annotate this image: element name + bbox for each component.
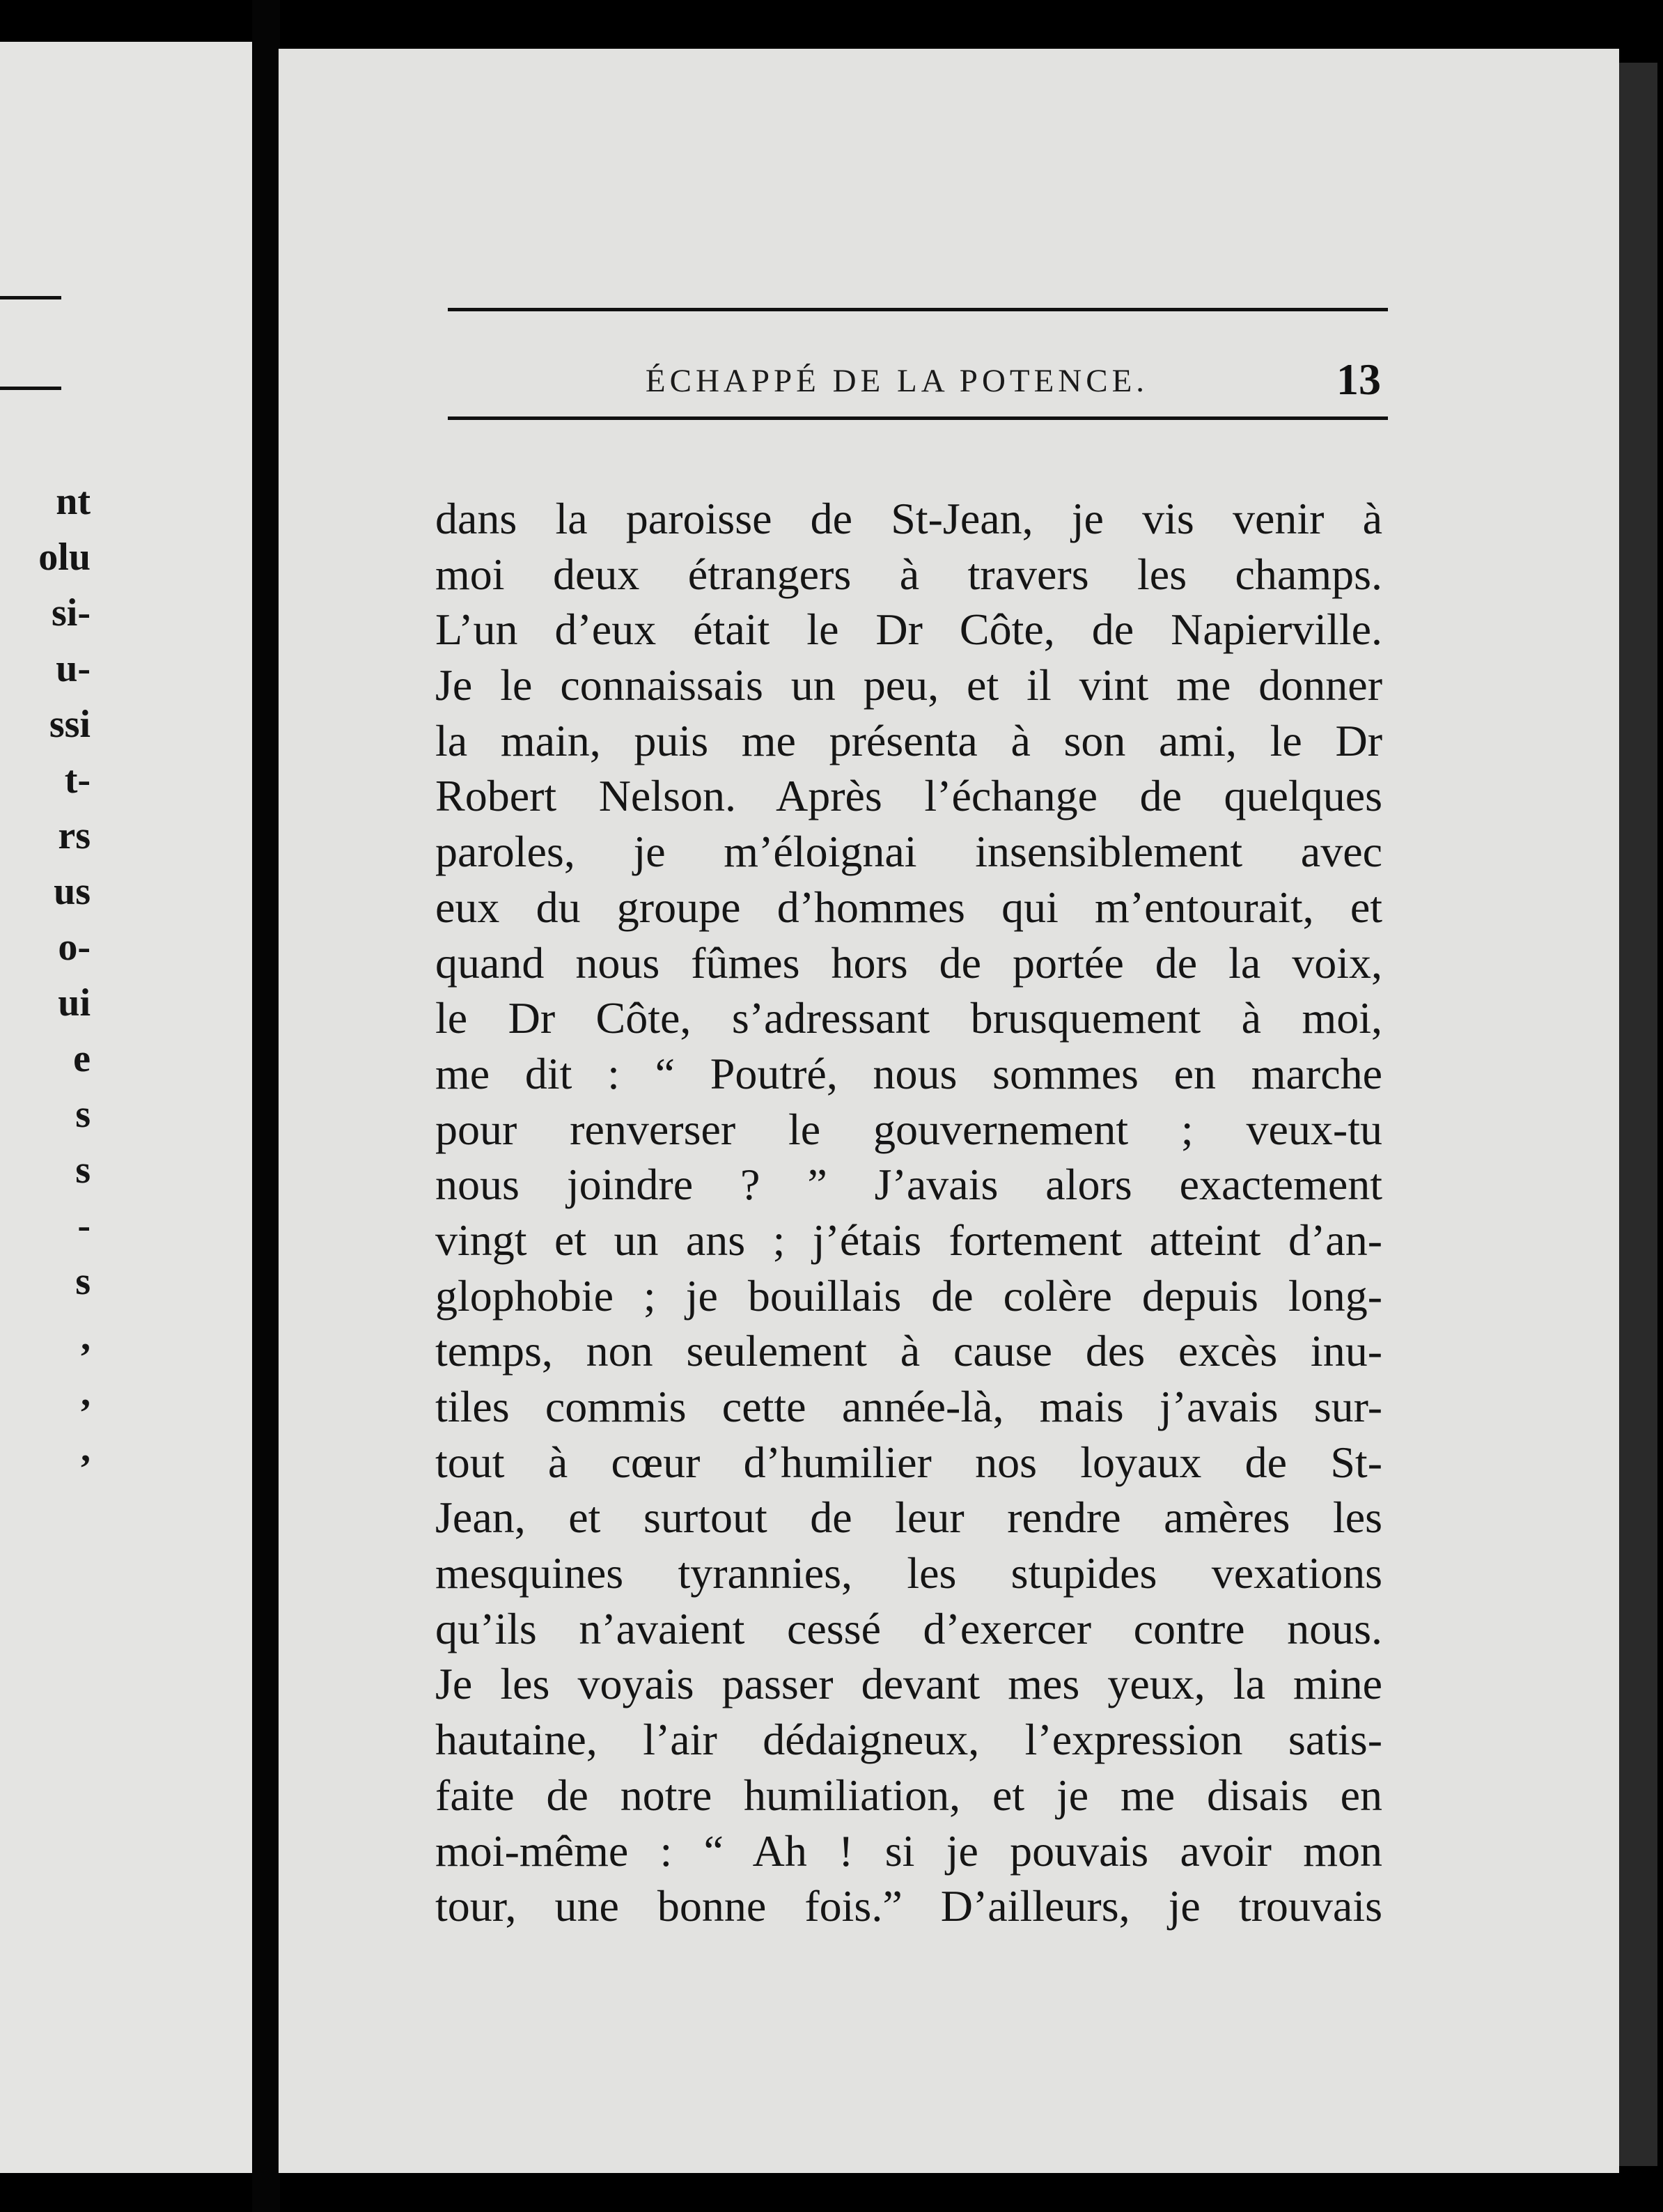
header-rule-top (448, 308, 1388, 311)
page-number: 13 (1336, 355, 1381, 404)
text-line: Jean, et surtout de leur rendre amères les (435, 1493, 1382, 1543)
text-line: L’un d’eux était le Dr Côte, de Napierville. (435, 605, 1382, 655)
fragment-line: t- (64, 758, 91, 802)
book-gutter (252, 0, 280, 2212)
text-line: vingt et un ans ; j’étais fortement atteint d’an- (435, 1215, 1382, 1265)
previous-page-header-rule-bottom (0, 387, 61, 390)
fragment-line: - (77, 1204, 91, 1247)
fragment-line: rs (58, 814, 91, 857)
text-line: pour renverser le gouvernement ; veux-tu (435, 1104, 1382, 1154)
text-line: dans la paroisse de St-Jean, je vis venir à (435, 494, 1382, 543)
text-line: quand nous fûmes hors de portée de la voix, (435, 937, 1382, 988)
text-line: la main, puis me présenta à son ami, le Dr (435, 715, 1382, 765)
header-rule-bottom (448, 416, 1388, 420)
text-line: nous joindre ? ” J’avais alors exactement (435, 1160, 1382, 1210)
fragment-line: us (54, 870, 91, 913)
fragment-line: si- (52, 591, 91, 634)
text-line: glophobie ; je bouillais de colère depuis long- (435, 1270, 1382, 1321)
fragment-line: , (81, 1371, 91, 1415)
fragment-line: , (81, 1427, 91, 1470)
page-block-edge (1619, 63, 1657, 2166)
text-line: moi deux étrangers à travers les champs. (435, 549, 1382, 599)
fragment-line: s (75, 1148, 91, 1192)
fragment-line: olu (38, 536, 91, 579)
text-line: moi-même : “ Ah ! si je pouvais avoir mon (435, 1825, 1382, 1876)
previous-page-edge (0, 42, 252, 2173)
fragment-line: u- (56, 647, 91, 690)
body-text (435, 491, 1382, 1934)
current-page (279, 49, 1619, 2173)
text-line: le Dr Côte, s’adressant brusquement à moi, (435, 993, 1382, 1043)
text-line: tour, une bonne fois.” D’ailleurs, je trouvais (435, 1881, 1382, 1931)
text-line: tout à cœur d’humilier nos loyaux de St- (435, 1437, 1382, 1487)
running-title: ÉCHAPPÉ DE LA POTENCE. (645, 363, 1149, 399)
previous-page-header-rule-top (0, 296, 61, 299)
text-line: qu’ils n’avaient cessé d’exercer contre nous. (435, 1603, 1382, 1653)
text-line: me dit : “ Poutré, nous sommes en marche (435, 1048, 1382, 1098)
text-line: faite de notre humiliation, et je me disais en (435, 1770, 1382, 1820)
text-line: hautaine, l’air dédaigneux, l’expression satis- (435, 1715, 1382, 1765)
fragment-line: o- (58, 926, 91, 969)
fragment-line: s (75, 1260, 91, 1303)
text-line: paroles, je m’éloignai insensiblement avec (435, 827, 1382, 877)
fragment-line: nt (56, 480, 91, 523)
fragment-line: e (73, 1037, 91, 1080)
text-line: Robert Nelson. Après l’échange de quelques (435, 771, 1382, 821)
text-line: tiles commis cette année-là, mais j’avais sur- (435, 1382, 1382, 1431)
text-line: temps, non seulement à cause des excès inu- (435, 1326, 1382, 1376)
fragment-line: ui (58, 981, 91, 1025)
fragment-line: s (75, 1093, 91, 1136)
running-header (448, 341, 1388, 425)
text-line: mesquines tyrannies, les stupides vexations (435, 1548, 1382, 1598)
fragment-line: ssi (49, 703, 91, 746)
fragment-line: , (81, 1316, 91, 1359)
text-line: eux du groupe d’hommes qui m’entourait, et (435, 882, 1382, 932)
text-line: Je les voyais passer devant mes yeux, la mine (435, 1659, 1382, 1709)
text-line: Je le connaissais un peu, et il vint me donner (435, 660, 1382, 710)
previous-page-text-fragments (0, 474, 91, 1477)
